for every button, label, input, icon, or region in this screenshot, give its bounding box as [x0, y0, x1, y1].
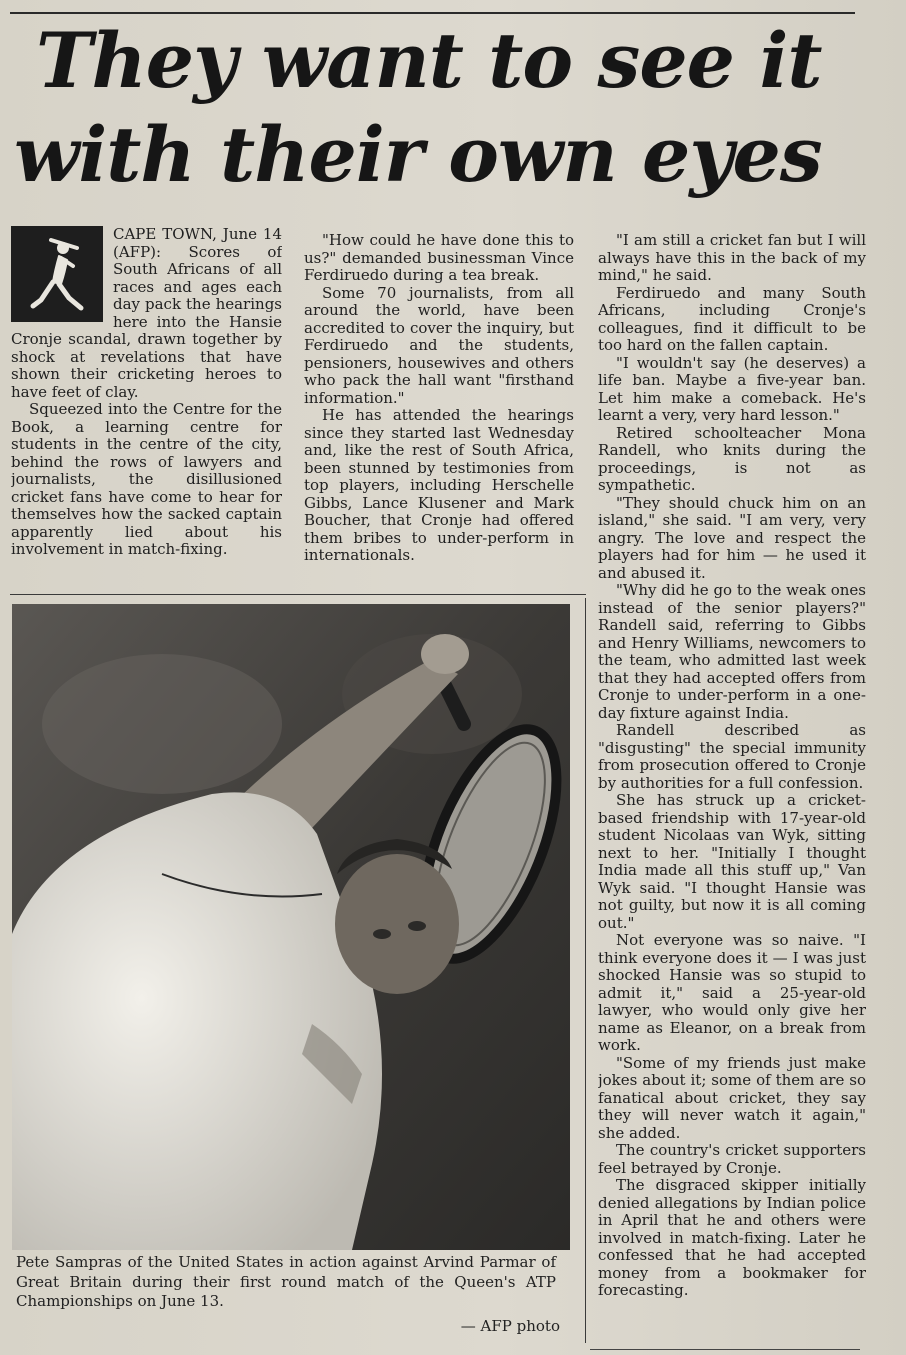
article-column-1 — [11, 226, 282, 591]
paragraph: "How could he have done this to us?" demanded businessman Vince Ferdiruedo during a tea break. — [304, 232, 574, 284]
paragraph: "I am still a cricket fan but I will always have this in the back of my mind," he said. — [598, 232, 866, 284]
paragraph: Randell described as "disgusting" the special immunity from prosecution offered to Cronje by authorities for a full confession. — [598, 721, 866, 792]
column-divider — [585, 598, 586, 1343]
paragraph: CAPE TOWN, June 14 (AFP): Scores of South Africans of all races and ages each day pack the hearings here into the Hansie Cronje scandal, drawn together by shock at revelations that have shown their cricketing heroes to have feet of clay. — [11, 226, 282, 401]
article-column-2 — [304, 232, 574, 592]
paragraph: Not everyone was so naive. "I think everyone does it — I was just shocked Hansie was so stupid to admit it," said a 25-year-old lawyer, who would only give her name as Eleanor, on a break from work. — [598, 931, 866, 1054]
photo-caption: Pete Sampras of the United States in action against Arvind Parmar of Great Britain during their first round match of the Queen's ATP Championships on June 13. — [16, 1253, 556, 1310]
news-photo — [12, 604, 570, 1250]
photo-credit: — AFP photo — [460, 1317, 560, 1335]
headline-line-2: with their own eyes — [14, 110, 822, 199]
paragraph: "Why did he go to the weak ones instead of the senior players?" Randell said, referring to Gibbs and Henry Williams, newcomers to the team, who admitted last week that they had accepted offers from Cronje to under-perform in a one-day fixture against India. — [598, 581, 866, 722]
paragraph: Ferdiruedo and many South Africans, including Cronje's colleagues, find it difficult to be too hard on the fallen captain. — [598, 283, 866, 354]
paragraph: Squeezed into the Centre for the Book, a learning centre for students in the centre of the city, behind the rows of lawyers and journalists, the disillusioned cricket fans have come to hear for themselves how the sacked captain apparently lied about his involvement in match-fixing. — [11, 400, 282, 558]
paragraph: She has struck up a cricket-based friendship with 17-year-old student Nicolaas van Wyk, sitting next to her. "Initially I thought India made all this stuff up," Van Wyk said. "I thought Hansie was not guilty, but now it is all coming out." — [598, 791, 866, 932]
section-divider — [10, 594, 586, 595]
bottom-rule — [590, 1349, 860, 1350]
paragraph: The country's cricket supporters feel betrayed by Cronje. — [598, 1141, 866, 1177]
paragraph: "I wouldn't say (he deserves) a life ban. Maybe a five-year ban. Let him make a comeback. He's learnt a very, very hard lesson." — [598, 353, 866, 424]
cricket-batsman-icon — [11, 226, 103, 322]
paragraph: The disgraced skipper initially denied allegations by Indian police in April that he and others were involved in match-fixing. Later he confessed that he had accepted money from a bookmaker for forecasting. — [598, 1176, 866, 1299]
article-column-3 — [598, 232, 866, 1344]
paragraph: "Some of my friends just make jokes about it; some of them are so fanatical about cricket, they say they will never watch it again," she added. — [598, 1053, 866, 1142]
headline — [14, 14, 894, 202]
paragraph: Some 70 journalists, from all around the world, have been accredited to cover the inquiry, but Ferdiruedo and the students, pensioners, housewives and others who pack the hall want "firsthand information." — [304, 283, 574, 407]
headline-line-1: They want to see it — [36, 16, 822, 105]
paragraph: He has attended the hearings since they started last Wednesday and, like the rest of South Africa, been stunned by testimonies from top players, including Herschelle Gibbs, Lance Klusener and Mark Boucher, that Cronje had offered them bribes to under-perform in internationals. — [304, 406, 574, 564]
paragraph: "They should chuck him on an island," she said. "I am very, very angry. The love and respect the players had for him — he used it and abused it. — [598, 493, 866, 582]
paragraph: Retired schoolteacher Mona Randell, who knits during the proceedings, is not as sympathetic. — [598, 423, 866, 494]
